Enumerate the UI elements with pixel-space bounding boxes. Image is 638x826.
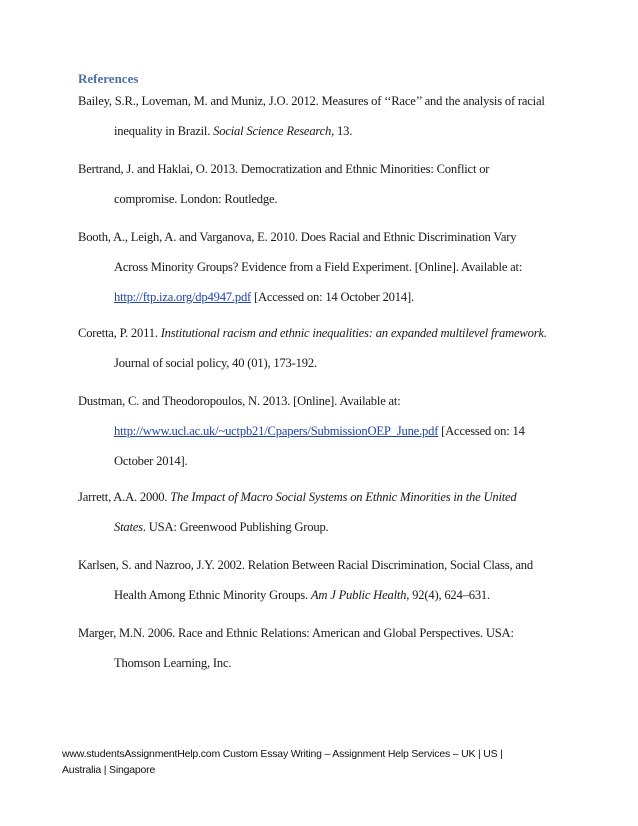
journal-title: Social Science Research, [213,124,335,138]
journal-title: Am J Public Health [310,588,407,602]
dustman-url-link[interactable]: http://www.ucl.ac.uk/~uctpb21/Cpapers/SubmissionOEP_June.pdf [114,424,439,438]
ref-line [78,482,578,512]
footer-line: Australia | Singapore [62,764,156,776]
reference-booth [78,222,578,312]
footer-line: www.studentsAssignmentHelp.com Custom Essay Writing – Assignment Help Services – UK | US | [62,748,503,760]
booth-url-link[interactable]: http://ftp.iza.org/dp4947.pdf [114,290,252,304]
book-title: Institutional racism and ethnic inequalities: an expanded multilevel framework. [160,326,547,340]
ref-line: Karlsen, S. and Nazroo, J.Y. 2002. Relation Between Racial Discrimination, Social Class, and [78,558,533,572]
ref-text: . USA: Greenwood Publishing Group. [142,520,329,534]
ref-line: Marger, M.N. 2006. Race and Ethnic Relations: American and Global Perspectives. USA: [78,626,514,640]
references-heading: References [78,71,139,86]
ref-text: Jarrett, A.A. 2000. [78,490,171,504]
reference-jarrett [78,482,578,542]
book-title: The Impact of Macro Social Systems on Ethnic Minorities in the United [170,490,517,504]
ref-text: Coretta, P. 2011. [78,326,161,340]
reference-karlsen [78,550,578,610]
ref-line: Booth, A., Leigh, A. and Varganova, E. 2010. Does Racial and Ethnic Discrimination Vary [78,230,517,244]
ref-text: inequality in Brazil. [114,124,214,138]
ref-line [78,116,578,146]
ref-line [78,282,578,312]
ref-line: October 2014]. [114,454,188,468]
ref-text: Health Among Ethnic Minority Groups. [114,588,311,602]
ref-text: 13. [334,124,353,138]
ref-line: Thomson Learning, Inc. [114,656,232,670]
ref-text: [Accessed on: 14 October 2014]. [251,290,414,304]
book-title: States [114,520,143,534]
ref-line: Across Minority Groups? Evidence from a Field Experiment. [Online]. Available at: [114,260,523,274]
ref-line [78,580,578,610]
reference-bertrand [78,154,578,214]
reference-dustman [78,386,578,476]
ref-line: Bertrand, J. and Haklai, O. 2013. Democratization and Ethnic Minorities: Conflict or [78,162,490,176]
page-footer [62,746,562,778]
ref-text: [Accessed on: 14 [438,424,525,438]
ref-line: Bailey, S.R., Loveman, M. and Muniz, J.O. 2012. Measures of ‘‘Race’’ and the analysis of racial [78,94,545,108]
ref-line [78,512,578,542]
reference-coretta [78,318,578,378]
ref-line: Journal of social policy, 40 (01), 173-192. [114,356,317,370]
ref-line: Dustman, C. and Theodoropoulos, N. 2013. [Online]. Available at: [78,394,401,408]
reference-marger [78,618,578,678]
ref-text: , 92(4), 624–631. [406,588,490,602]
ref-line: compromise. London: Routledge. [114,192,278,206]
ref-line [78,416,578,446]
reference-bailey [78,86,578,146]
ref-line [78,318,578,348]
